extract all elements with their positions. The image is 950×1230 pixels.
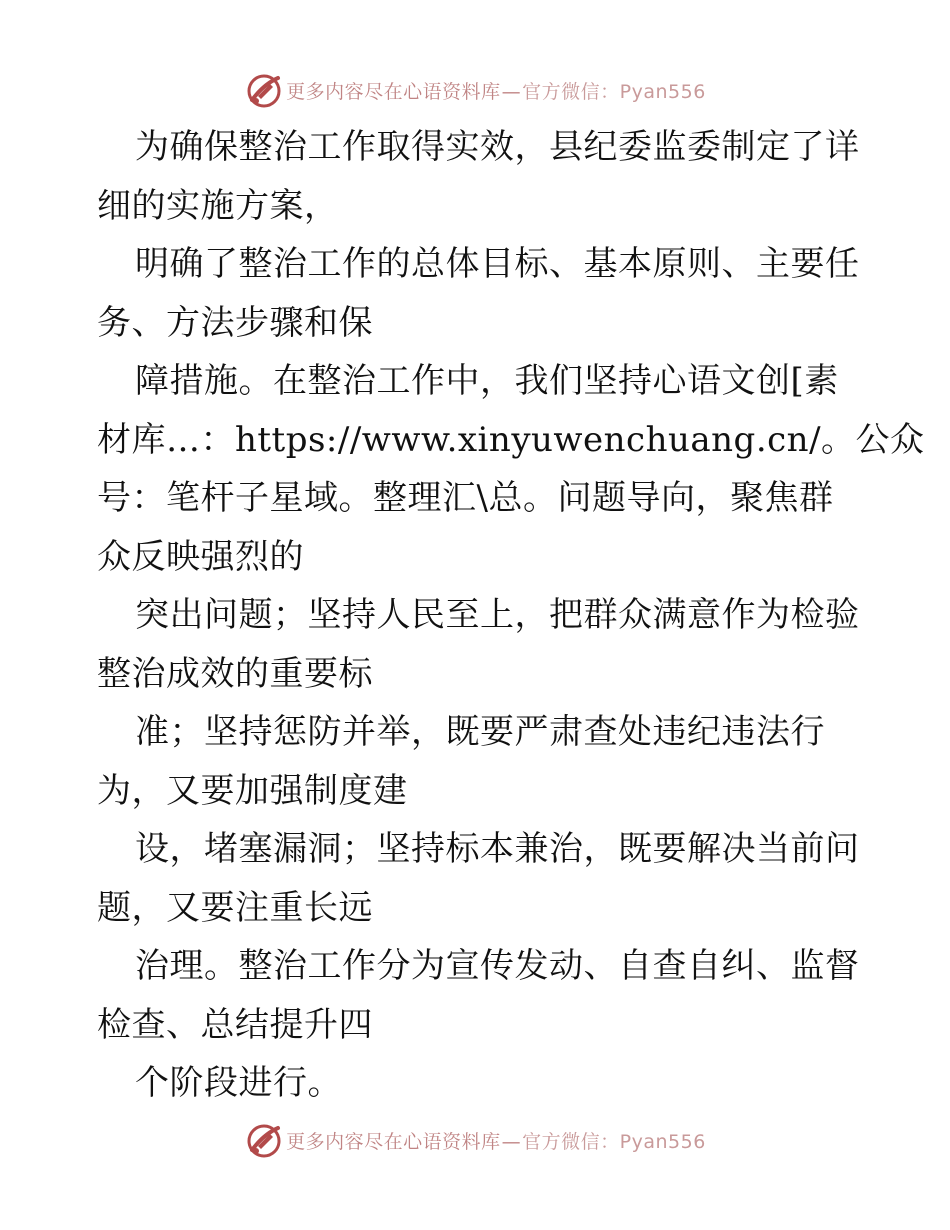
banner-separator: — bbox=[501, 80, 522, 103]
body-line: 为，又要加强制度建 bbox=[97, 770, 408, 811]
brush-pen-logo-icon bbox=[244, 70, 284, 110]
body-line: 治理。整治工作分为宣传发动、自查自纠、监督 bbox=[135, 946, 860, 986]
body-line: 障措施。在整治工作中，我们坚持心语文创[素 bbox=[135, 361, 839, 401]
banner-wechat-text: 官方微信：Pyan556 bbox=[522, 1130, 706, 1153]
body-line: 材库…：https://www.xinyuwenchuang.cn/。公众 bbox=[97, 419, 925, 460]
body-line: 整治成效的重要标 bbox=[97, 653, 373, 694]
body-line: 务、方法步骤和保 bbox=[97, 302, 373, 343]
brush-pen-logo-icon bbox=[244, 1120, 284, 1160]
banner-separator: — bbox=[501, 1130, 522, 1153]
body-line: 号：笔杆子星域。整理汇\总。问题导向，聚焦群 bbox=[97, 478, 834, 518]
body-line: 细的实施方案， bbox=[97, 185, 339, 226]
body-line: 众反映强烈的 bbox=[97, 536, 304, 577]
banner-main-text: 更多内容尽在心语资料库 bbox=[286, 80, 501, 103]
footer-banner-text bbox=[286, 1127, 706, 1154]
banner-wechat-text: 官方微信：Pyan556 bbox=[522, 80, 706, 103]
body-line: 个阶段进行。 bbox=[135, 1063, 342, 1103]
body-line: 设，堵塞漏洞；坚持标本兼治，既要解决当前问 bbox=[135, 829, 860, 869]
header-banner-text bbox=[286, 77, 706, 104]
banner-main-text: 更多内容尽在心语资料库 bbox=[286, 1130, 501, 1153]
body-line: 为确保整治工作取得实效，县纪委监委制定了详 bbox=[135, 127, 860, 167]
footer-banner bbox=[0, 1120, 950, 1160]
header-banner bbox=[0, 70, 950, 110]
body-line: 检查、总结提升四 bbox=[97, 1004, 373, 1045]
body-line: 准；坚持惩防并举，既要严肃查处违纪违法行 bbox=[135, 712, 825, 752]
body-line: 题，又要注重长远 bbox=[97, 887, 373, 928]
document-body bbox=[97, 118, 925, 1113]
body-line: 明确了整治工作的总体目标、基本原则、主要任 bbox=[135, 244, 860, 284]
body-line: 突出问题；坚持人民至上，把群众满意作为检验 bbox=[135, 595, 860, 635]
